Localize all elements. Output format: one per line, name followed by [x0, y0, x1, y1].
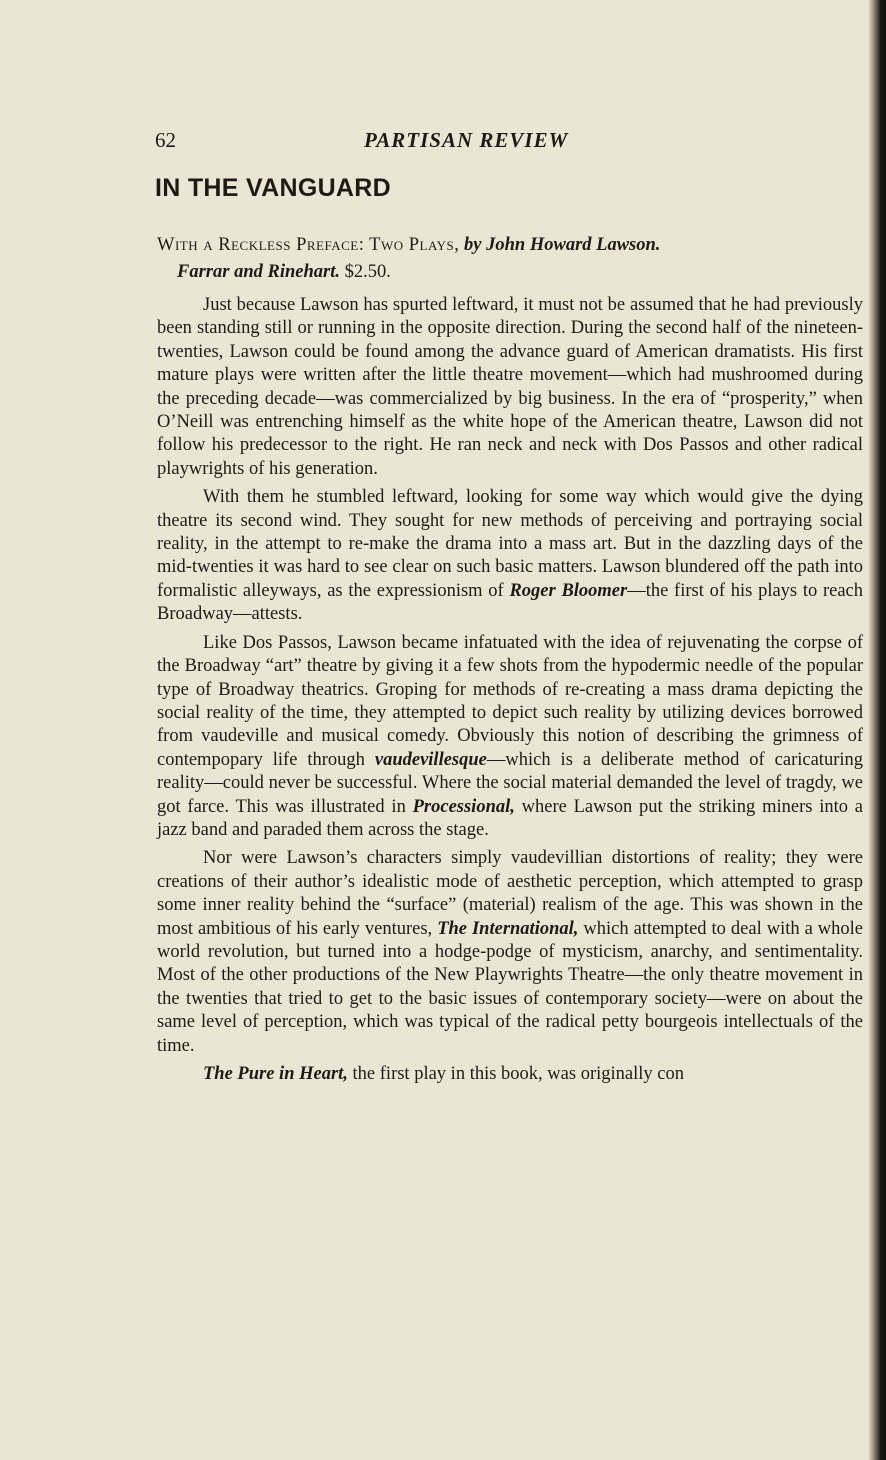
- section-heading: IN THE VANGUARD: [155, 174, 391, 202]
- page-number: 62: [155, 128, 176, 152]
- citation-by: by: [464, 235, 482, 255]
- paragraph-4-text-b: which attempted to deal with a whole world revolution, but turned into a hodge-podge of mysticism, anarchy, and sentimentality. Most of the other productions of the New Playwrights Theatre—the only theatre movement in the twenties that tried to get to the basic issues of contemporary society—were on about the same level of perception, which was typical of the radical petty bourgeois intellectuals of the time.: [157, 918, 864, 1056]
- book-review: [157, 232, 863, 1086]
- paragraph-3-text-b: —which is a deliberate method of caricaturing reality—could never be successful. Where the social material demanded the level of tragdy, we got farce. This was illustrated in: [157, 749, 863, 817]
- title-roger-bloomer: Roger Bloomer: [509, 580, 628, 601]
- paragraph-5-text: the first play in this book, was originally con: [352, 1064, 684, 1084]
- paragraph-1: Just because Lawson has spurted leftward, it must not be assumed that he had previously been standing still or running in the opposite direction. During the second half of the nineteen-twenties, Lawson could be found among the advance guard of American dramatists. His first mature plays were written after the little theatre movement—which had mushroomed during the preceding decade—was commercialized by big business. In the era of “prosperity,” when O’Neill was entrenching himself as the white hope of the American theatre, Lawson did not follow his predecessor to the right. He ran neck and neck with Dos Passos and other radical playwrights of his generation.: [157, 295, 863, 479]
- paragraph-3: [157, 632, 863, 843]
- paragraph-2-text-a: With them he stumbled leftward, looking for some way which would give the dying theatre its second wind. They sought for new methods of perceiving and portraying social reality, in the attempt to re-make the drama into a mass art. But in the dazzling days of the mid-twenties it was hard to see clear on such basic matters. Lawson blundered off the path into formalistic alleyways, as the expressionism of: [157, 487, 863, 601]
- paragraph-5: [157, 1063, 863, 1086]
- book-publisher: Farrar and Rinehart.: [177, 262, 340, 282]
- page-header: [155, 128, 863, 158]
- book-author: John Howard Lawson.: [486, 235, 661, 255]
- title-the-pure-in-heart: The Pure in Heart,: [203, 1064, 348, 1084]
- book-title: With a Reckless Preface: Two Plays,: [157, 235, 460, 255]
- paragraph-2-text-b: —the first of his plays to reach Broadway—attests.: [157, 580, 864, 625]
- citation-publisher-line: [157, 259, 863, 286]
- paragraph-3-text-a: Like Dos Passos, Lawson became infatuated with the idea of rejuvenating the corpse of the Broadway “art” theatre by giving it a few shots from the hypodermic needle of the popular type of Broadway theatrics. Groping for methods of re-creating a mass drama depicting the social reality of the time, they attempted to depict such reality by utilizing devices borrowed from vaudeville and musical comedy. Obviously this notion of describing the grimness of contempopary life through: [157, 632, 863, 770]
- page-edge-shadow: [868, 0, 886, 1460]
- paragraph-3-text-c: where Lawson put the striking miners into a jazz band and paraded them across the stage.: [157, 796, 863, 840]
- running-title: PARTISAN REVIEW: [364, 128, 569, 152]
- paragraph-4: [157, 847, 863, 1058]
- title-processional: Processional,: [412, 796, 515, 817]
- book-citation: [157, 232, 863, 286]
- review-body: [157, 294, 863, 1086]
- term-vaudevillesque: vaudevillesque: [374, 749, 487, 770]
- book-price: $2.50.: [344, 262, 391, 282]
- title-the-international: The International,: [437, 918, 579, 939]
- paragraph-4-text-a: Nor were Lawson’s characters simply vaudevillian distortions of reality; they were creations of their author’s idealistic mode of aesthetic perception, which attempted to grasp some inner reality behind the “surface” (material) realism of the age. This was shown in the most ambitious of his early ventures,: [157, 848, 863, 939]
- paragraph-2: [157, 486, 863, 626]
